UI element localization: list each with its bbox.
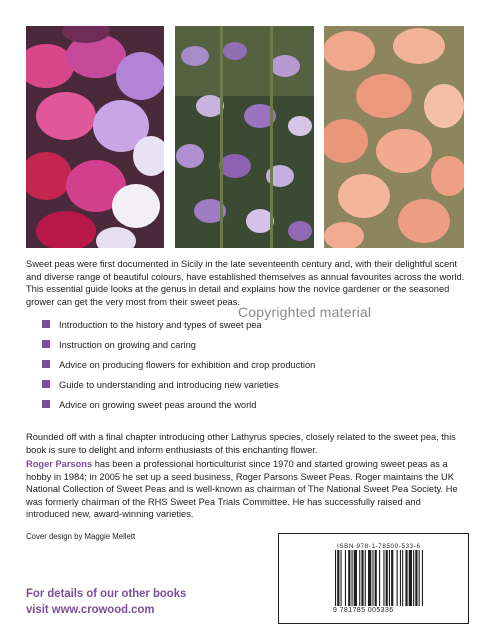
closing-paragraph: Rounded off with a final chapter introducing other Lathyrus species, closely related to the sweet pea, this book is sure to delight and inform enthusiasts of this enchanting flower. bbox=[26, 432, 456, 455]
barcode-icon bbox=[333, 550, 458, 608]
list-item bbox=[42, 319, 462, 339]
promo-website[interactable]: visit www.crowood.com bbox=[26, 602, 155, 616]
bullet-square-icon bbox=[42, 400, 50, 408]
promo-line-1: For details of our other books bbox=[26, 586, 187, 600]
barcode-digits: 9 781785 005336 bbox=[333, 607, 394, 614]
publisher-promo bbox=[26, 585, 186, 617]
bullet-square-icon bbox=[42, 360, 50, 368]
list-item-text: Guide to understanding and introducing new varieties bbox=[59, 380, 279, 390]
cover-design-credit: Cover design by Maggie Mellett bbox=[26, 532, 136, 541]
author-bio-text: has been a professional horticulturist since 1970 and started growing sweet peas as a hobby in 1984; in 2005 he set up a seed business, Roger Parsons Sweet Peas. Roger maintains the UK National Collection of Sweet Peas and is well-known as chairman of The National Sweet Pea Society. He was formerly chairman of the RHS Sweet Pea Trials Committee. He has successfully raised and introduced new, award-winning varieties. bbox=[26, 459, 458, 520]
list-item-text: Instruction on growing and caring bbox=[59, 340, 196, 350]
list-item bbox=[42, 379, 462, 399]
list-item-text: Advice on growing sweet peas around the world bbox=[59, 400, 257, 410]
isbn-number: ISBN 978-1-78500-533-6 bbox=[337, 543, 421, 550]
list-item bbox=[42, 339, 462, 359]
salmon-sweet-peas-photo bbox=[324, 26, 464, 248]
pink-purple-sweet-peas-photo bbox=[26, 26, 164, 248]
copyright-watermark: Copyrighted material bbox=[238, 304, 372, 320]
author-bio bbox=[26, 458, 466, 521]
author-name: Roger Parsons bbox=[26, 459, 93, 469]
isbn-barcode-box bbox=[278, 533, 469, 624]
feature-list bbox=[42, 319, 462, 419]
bullet-square-icon bbox=[42, 380, 50, 388]
list-item-text: Advice on producing flowers for exhibition and crop production bbox=[59, 360, 316, 370]
intro-paragraph: Sweet peas were first documented in Sicily in the late seventeenth century and, with their delightful scent and diverse range of beautiful colours, have established themselves as annual favourites across the world. This essential guide looks at the genus in detail and explains how the novice gardener or the seasoned grower can get the very most from their sweet peas. bbox=[26, 259, 465, 307]
list-item-text: Introduction to the history and types of sweet pea bbox=[59, 320, 262, 330]
bullet-square-icon bbox=[42, 340, 50, 348]
bullet-square-icon bbox=[42, 320, 50, 328]
list-item bbox=[42, 399, 462, 419]
lilac-sweet-peas-in-garden-photo bbox=[175, 26, 314, 248]
list-item bbox=[42, 359, 462, 379]
